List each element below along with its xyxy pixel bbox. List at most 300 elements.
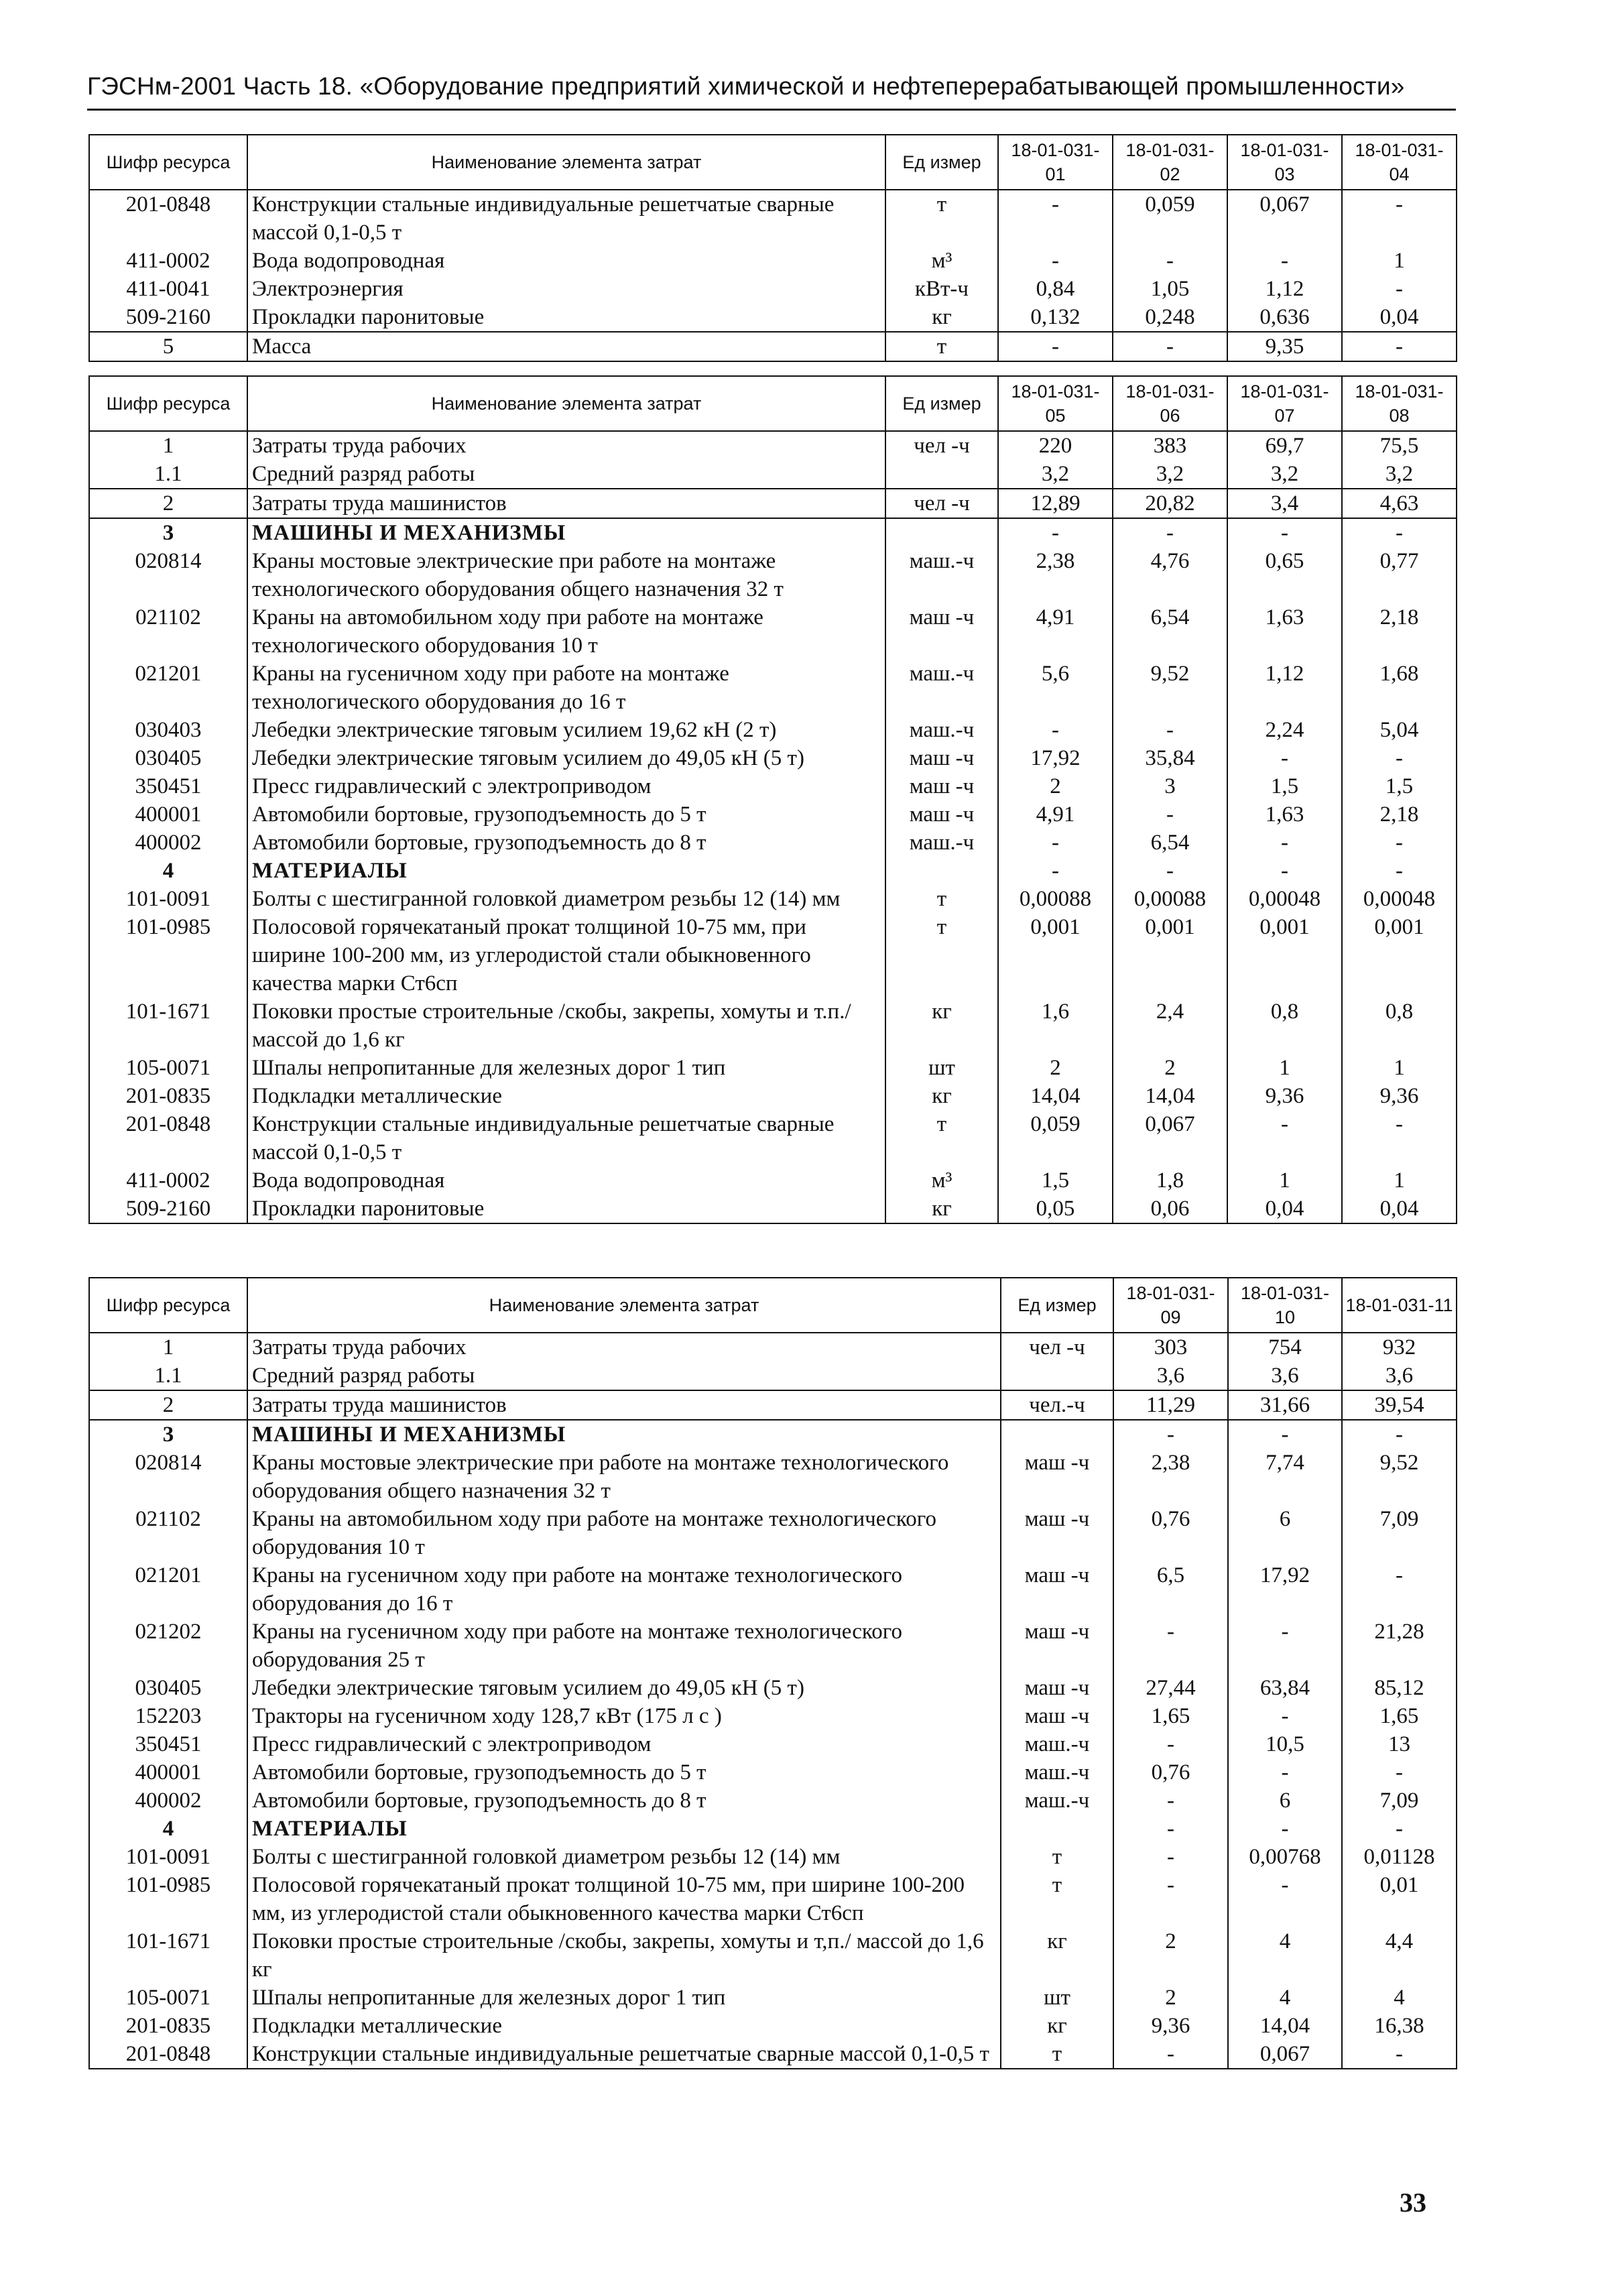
norm-value-cell: -	[998, 716, 1113, 744]
norm-value-cell: 10,5	[1228, 1730, 1342, 1758]
cost-item-name-cell: Лебедки электрические тяговым усилием 19,62 кН (2 т)	[247, 716, 885, 744]
norm-value-cell: 2	[1113, 1984, 1228, 2012]
col-header-code: Шифр ресурса	[89, 135, 247, 190]
cost-item-name-cell: Автомобили бортовые, грузоподъемность до 5 т	[247, 1758, 1001, 1787]
unit-cell: шт	[885, 1054, 998, 1082]
cost-item-name-cell: Конструкции стальные индивидуальные решетчатые сварные массой 0,1-0,5 т	[247, 1110, 885, 1166]
norm-value-cell: 4	[1228, 1927, 1342, 1984]
col-header-norm: 18-01-031-08	[1342, 376, 1457, 431]
norm-value-cell: 17,92	[998, 744, 1113, 772]
table-row	[89, 829, 1457, 857]
resource-code-cell: 101-0091	[89, 885, 247, 913]
cost-item-name-cell: Краны на автомобильном ходу при работе на монтаже технологического оборудования 10 т	[247, 1505, 1001, 1561]
cost-item-name-cell: Лебедки электрические тяговым усилием до 49,05 кН (5 т)	[247, 1674, 1001, 1702]
norm-value-cell: 0,001	[998, 913, 1113, 998]
cost-item-name-cell: Прокладки паронитовые	[247, 303, 885, 332]
cost-item-name-cell: Шпалы непропитанные для железных дорог 1 тип	[247, 1984, 1001, 2012]
resource-code-cell: 201-0848	[89, 190, 247, 247]
resource-code-cell: 1	[89, 431, 247, 460]
unit-cell: шт	[1001, 1984, 1113, 2012]
table-row	[89, 603, 1457, 660]
norm-value-cell: 9,36	[1113, 2012, 1228, 2040]
norm-value-cell: 0,76	[1113, 1505, 1228, 1561]
resource-code-cell: 350451	[89, 772, 247, 800]
cost-item-name-cell: Пресс гидравлический с электроприводом	[247, 1730, 1001, 1758]
header-rule	[87, 109, 1456, 111]
cost-item-name-cell: МАТЕРИАЛЫ	[247, 857, 885, 885]
norm-value-cell: 1	[1342, 247, 1457, 275]
table-row	[89, 303, 1457, 332]
norm-value-cell: 9,52	[1342, 1449, 1457, 1505]
norm-value-cell: 9,52	[1113, 660, 1227, 716]
norm-value-cell: 5,6	[998, 660, 1113, 716]
col-header-unit: Ед измер	[1001, 1278, 1113, 1333]
norm-value-cell: 2,4	[1113, 998, 1227, 1054]
norm-value-cell: 0,00048	[1342, 885, 1457, 913]
norm-value-cell: 14,04	[998, 1082, 1113, 1110]
norm-value-cell: 0,8	[1227, 998, 1342, 1054]
resource-code-cell: 020814	[89, 547, 247, 603]
norm-value-cell: 3,6	[1113, 1362, 1228, 1390]
unit-cell: маш -ч	[1001, 1561, 1113, 1618]
unit-cell: т	[885, 332, 998, 361]
resource-code-cell: 101-1671	[89, 998, 247, 1054]
norm-value-cell: 1,5	[998, 1166, 1113, 1195]
norm-value-cell: 16,38	[1342, 2012, 1457, 2040]
table-row	[89, 275, 1457, 303]
unit-cell: маш.-ч	[1001, 1730, 1113, 1758]
norm-value-cell: -	[1342, 2040, 1457, 2069]
table-row	[89, 1730, 1457, 1758]
norm-value-cell: 2,38	[1113, 1449, 1228, 1505]
resource-code-cell: 021201	[89, 660, 247, 716]
resource-code-cell: 101-0985	[89, 913, 247, 998]
norm-value-cell: 14,04	[1113, 1082, 1227, 1110]
norm-value-cell: 1,12	[1227, 660, 1342, 716]
norm-value-cell: -	[1113, 1815, 1228, 1843]
unit-cell: маш -ч	[1001, 1505, 1113, 1561]
resource-code-cell: 3	[89, 1420, 247, 1449]
resource-code-cell: 411-0041	[89, 275, 247, 303]
section-row	[89, 1815, 1457, 1843]
cost-item-name-cell: Конструкции стальные индивидуальные решетчатые сварные массой 0,1-0,5 т	[247, 190, 885, 247]
section-row	[89, 1420, 1457, 1449]
table-row	[89, 489, 1457, 518]
col-header-norm: 18-01-031-02	[1113, 135, 1227, 190]
cost-item-name-cell: Болты с шестигранной головкой диаметром резьбы 12 (14) мм	[247, 885, 885, 913]
cost-item-name-cell: Поковки простые строительные /скобы, закрепы, хомуты и т,п./ массой до 1,6 кг	[247, 1927, 1001, 1984]
unit-cell: т	[885, 190, 998, 247]
norm-value-cell: 0,00088	[998, 885, 1113, 913]
col-header-norm: 18-01-031-09	[1113, 1278, 1228, 1333]
resource-code-cell: 509-2160	[89, 1195, 247, 1223]
norm-value-cell: 0,059	[1113, 190, 1227, 247]
col-header-norm: 18-01-031-01	[998, 135, 1113, 190]
unit-cell: маш -ч	[1001, 1674, 1113, 1702]
unit-cell	[1001, 1815, 1113, 1843]
cost-item-name-cell: Прокладки паронитовые	[247, 1195, 885, 1223]
norm-value-cell: 0,248	[1113, 303, 1227, 332]
norm-value-cell: 1,65	[1342, 1702, 1457, 1730]
resource-code-cell: 400002	[89, 1787, 247, 1815]
norm-value-cell: 0,636	[1227, 303, 1342, 332]
table-row	[89, 1054, 1457, 1082]
resource-code-cell: 350451	[89, 1730, 247, 1758]
table-row	[89, 1758, 1457, 1787]
norm-value-cell: 17,92	[1228, 1561, 1342, 1618]
norm-value-cell: 31,66	[1228, 1390, 1342, 1420]
norm-value-cell: 0,001	[1113, 913, 1227, 998]
norm-value-cell: 6,5	[1113, 1561, 1228, 1618]
norm-value-cell: 39,54	[1342, 1390, 1457, 1420]
cost-item-name-cell: Краны на автомобильном ходу при работе на монтаже технологического оборудования 10 т	[247, 603, 885, 660]
table-row	[89, 998, 1457, 1054]
unit-cell: маш.-ч	[1001, 1758, 1113, 1787]
table-row	[89, 1871, 1457, 1927]
cost-item-name-cell: Затраты труда рабочих	[247, 1333, 1001, 1362]
norm-value-cell: 2,18	[1342, 603, 1457, 660]
unit-cell: чел -ч	[885, 431, 998, 460]
norm-value-cell: -	[1342, 1110, 1457, 1166]
cost-item-name-cell: МАШИНЫ И МЕХАНИЗМЫ	[247, 518, 885, 547]
cost-item-name-cell: Полосовой горячекатаный прокат толщиной 10-75 мм, при ширине 100-200 мм, из углеродистой стали обыкновенного качества марки Ст6сп	[247, 913, 885, 998]
norm-value-cell: 1,12	[1227, 275, 1342, 303]
norm-value-cell: 0,067	[1227, 190, 1342, 247]
resource-code-cell: 030405	[89, 1674, 247, 1702]
cost-item-name-cell: Вода водопроводная	[247, 1166, 885, 1195]
norm-value-cell: 2	[1113, 1054, 1227, 1082]
norm-value-cell: -	[1227, 518, 1342, 547]
col-header-code: Шифр ресурса	[89, 1278, 247, 1333]
norm-value-cell: -	[1342, 829, 1457, 857]
unit-cell	[1001, 1362, 1113, 1390]
cost-item-name-cell: Масса	[247, 332, 885, 361]
norm-value-cell: 2	[998, 1054, 1113, 1082]
unit-cell: т	[1001, 1871, 1113, 1927]
unit-cell: маш.-ч	[885, 547, 998, 603]
norm-value-cell: 12,89	[998, 489, 1113, 518]
table-row	[89, 772, 1457, 800]
col-header-unit: Ед измер	[885, 376, 998, 431]
norm-value-cell: 4,4	[1342, 1927, 1457, 1984]
norm-value-cell: 4,63	[1342, 489, 1457, 518]
resource-table-2	[88, 375, 1457, 1224]
norm-value-cell: 3,2	[1227, 460, 1342, 489]
norm-value-cell: 6,54	[1113, 829, 1227, 857]
cost-item-name-cell: Конструкции стальные индивидуальные решетчатые сварные массой 0,1-0,5 т	[247, 2040, 1001, 2069]
cost-item-name-cell: Автомобили бортовые, грузоподъемность до 8 т	[247, 829, 885, 857]
cost-item-name-cell: Краны на гусеничном ходу при работе на монтаже технологического оборудования 25 т	[247, 1618, 1001, 1674]
unit-cell	[885, 518, 998, 547]
table-row	[89, 1362, 1457, 1390]
norm-value-cell: 1	[1227, 1054, 1342, 1082]
norm-value-cell: -	[1113, 1730, 1228, 1758]
cost-item-name-cell: Лебедки электрические тяговым усилием до 49,05 кН (5 т)	[247, 744, 885, 772]
resource-code-cell: 411-0002	[89, 1166, 247, 1195]
cost-item-name-cell: Болты с шестигранной головкой диаметром резьбы 12 (14) мм	[247, 1843, 1001, 1871]
cost-item-name-cell: Шпалы непропитанные для железных дорог 1 тип	[247, 1054, 885, 1082]
resource-code-cell: 4	[89, 1815, 247, 1843]
cost-item-name-cell: МАТЕРИАЛЫ	[247, 1815, 1001, 1843]
norm-value-cell: -	[998, 332, 1113, 361]
unit-cell: м³	[885, 1166, 998, 1195]
col-header-name: Наименование элемента затрат	[247, 135, 885, 190]
resource-code-cell: 2	[89, 489, 247, 518]
norm-value-cell: 1,8	[1113, 1166, 1227, 1195]
resource-table-3	[88, 1277, 1457, 2069]
norm-value-cell: 0,65	[1227, 547, 1342, 603]
norm-value-cell: 0,00088	[1113, 885, 1227, 913]
norm-value-cell: 1	[1342, 1054, 1457, 1082]
norm-value-cell: 7,09	[1342, 1787, 1457, 1815]
unit-cell: т	[1001, 2040, 1113, 2069]
norm-value-cell: 2,24	[1227, 716, 1342, 744]
table-row	[89, 247, 1457, 275]
cost-item-name-cell: Пресс гидравлический с электроприводом	[247, 772, 885, 800]
table-row	[89, 744, 1457, 772]
col-header-unit: Ед измер	[885, 135, 998, 190]
unit-cell: кг	[885, 303, 998, 332]
page-number: 33	[1400, 2187, 1426, 2218]
cost-item-name-cell: Затраты труда машинистов	[247, 489, 885, 518]
resource-code-cell: 021102	[89, 1505, 247, 1561]
unit-cell: чел.-ч	[1001, 1390, 1113, 1420]
resource-code-cell: 1.1	[89, 1362, 247, 1390]
norm-value-cell: 1,68	[1342, 660, 1457, 716]
cost-item-name-cell: Подкладки металлические	[247, 1082, 885, 1110]
table-header-row	[89, 376, 1457, 431]
col-header-norm: 18-01-031-03	[1227, 135, 1342, 190]
norm-value-cell: 1	[1342, 1166, 1457, 1195]
section-row	[89, 857, 1457, 885]
cost-item-name-cell: Вода водопроводная	[247, 247, 885, 275]
unit-cell: кг	[1001, 2012, 1113, 2040]
norm-value-cell: -	[1342, 1561, 1457, 1618]
norm-value-cell: 383	[1113, 431, 1227, 460]
unit-cell	[885, 857, 998, 885]
unit-cell: кг	[885, 998, 998, 1054]
unit-cell: маш.-ч	[885, 829, 998, 857]
norm-value-cell: 4	[1228, 1984, 1342, 2012]
unit-cell: кг	[885, 1082, 998, 1110]
norm-value-cell: 1,5	[1342, 772, 1457, 800]
norm-value-cell: 1,63	[1227, 603, 1342, 660]
norm-value-cell: 1,63	[1227, 800, 1342, 829]
cost-item-name-cell: Автомобили бортовые, грузоподъемность до 5 т	[247, 800, 885, 829]
norm-value-cell: 3	[1113, 772, 1227, 800]
table-row	[89, 1110, 1457, 1166]
norm-value-cell: -	[1342, 190, 1457, 247]
resource-code-cell: 411-0002	[89, 247, 247, 275]
norm-value-cell: -	[998, 857, 1113, 885]
table-row	[89, 1390, 1457, 1420]
col-header-norm: 18-01-031-06	[1113, 376, 1227, 431]
col-header-name: Наименование элемента затрат	[247, 376, 885, 431]
norm-value-cell: -	[1113, 800, 1227, 829]
norm-value-cell: 20,82	[1113, 489, 1227, 518]
table-row	[89, 2012, 1457, 2040]
cost-item-name-cell: Поковки простые строительные /скобы, закрепы, хомуты и т.п./ массой до 1,6 кг	[247, 998, 885, 1054]
unit-cell: т	[885, 1110, 998, 1166]
norm-value-cell: -	[1342, 857, 1457, 885]
norm-value-cell: 0,04	[1342, 1195, 1457, 1223]
resource-code-cell: 5	[89, 332, 247, 361]
norm-value-cell: 1	[1227, 1166, 1342, 1195]
unit-cell: маш.-ч	[1001, 1787, 1113, 1815]
unit-cell: маш.-ч	[885, 716, 998, 744]
norm-value-cell: 14,04	[1228, 2012, 1342, 2040]
norm-value-cell: -	[1227, 247, 1342, 275]
resource-code-cell: 105-0071	[89, 1984, 247, 2012]
norm-value-cell: 754	[1228, 1333, 1342, 1362]
norm-value-cell: 6	[1228, 1505, 1342, 1561]
norm-value-cell: 63,84	[1228, 1674, 1342, 1702]
table-row	[89, 1082, 1457, 1110]
table-row	[89, 190, 1457, 247]
resource-code-cell: 1.1	[89, 460, 247, 489]
norm-value-cell: -	[1342, 1758, 1457, 1787]
cost-item-name-cell: МАШИНЫ И МЕХАНИЗМЫ	[247, 1420, 1001, 1449]
norm-value-cell: -	[1113, 1871, 1228, 1927]
norm-value-cell: -	[1227, 744, 1342, 772]
cost-item-name-cell: Затраты труда рабочих	[247, 431, 885, 460]
norm-value-cell: 0,04	[1227, 1195, 1342, 1223]
norm-value-cell: -	[998, 829, 1113, 857]
norm-value-cell: 0,84	[998, 275, 1113, 303]
col-header-norm: 18-01-031-10	[1228, 1278, 1342, 1333]
table-row	[89, 1195, 1457, 1223]
unit-cell: т	[885, 913, 998, 998]
resource-code-cell: 2	[89, 1390, 247, 1420]
norm-value-cell: -	[1228, 1758, 1342, 1787]
resource-table-1	[88, 134, 1457, 362]
norm-value-cell: 27,44	[1113, 1674, 1228, 1702]
unit-cell: маш -ч	[885, 744, 998, 772]
resource-code-cell: 152203	[89, 1702, 247, 1730]
unit-cell: маш.-ч	[885, 660, 998, 716]
norm-value-cell: 2,38	[998, 547, 1113, 603]
norm-value-cell: -	[1227, 1110, 1342, 1166]
norm-value-cell: 7,74	[1228, 1449, 1342, 1505]
cost-item-name-cell: Краны на гусеничном ходу при работе на монтаже технологического оборудования до 16 т	[247, 1561, 1001, 1618]
col-header-norm: 18-01-031-07	[1227, 376, 1342, 431]
norm-value-cell: 9,36	[1342, 1082, 1457, 1110]
col-header-norm: 18-01-031-04	[1342, 135, 1457, 190]
resource-code-cell: 021102	[89, 603, 247, 660]
norm-value-cell: 0,01	[1342, 1871, 1457, 1927]
table-row	[89, 332, 1457, 361]
cost-item-name-cell: Автомобили бортовые, грузоподъемность до 8 т	[247, 1787, 1001, 1815]
table-row	[89, 885, 1457, 913]
resource-code-cell: 3	[89, 518, 247, 547]
norm-value-cell: 0,8	[1342, 998, 1457, 1054]
norm-value-cell: -	[1113, 2040, 1228, 2069]
norm-value-cell: 0,067	[1113, 1110, 1227, 1166]
resource-code-cell: 201-0835	[89, 1082, 247, 1110]
table-row	[89, 431, 1457, 460]
unit-cell: кВт-ч	[885, 275, 998, 303]
norm-value-cell: 0,76	[1113, 1758, 1228, 1787]
table-row	[89, 1449, 1457, 1505]
norm-value-cell: 6,54	[1113, 603, 1227, 660]
unit-cell	[885, 460, 998, 489]
norm-value-cell: -	[998, 247, 1113, 275]
unit-cell: маш -ч	[1001, 1449, 1113, 1505]
norm-value-cell: 1,6	[998, 998, 1113, 1054]
unit-cell: т	[885, 885, 998, 913]
norm-value-cell: 3,2	[1342, 460, 1457, 489]
unit-cell: маш -ч	[1001, 1702, 1113, 1730]
norm-value-cell: -	[1228, 1618, 1342, 1674]
page-header: ГЭСНм-2001 Часть 18. «Оборудование предприятий химической и нефтеперерабатывающей промышленности»	[87, 72, 1405, 100]
resource-code-cell: 020814	[89, 1449, 247, 1505]
norm-value-cell: 0,06	[1113, 1195, 1227, 1223]
table-row	[89, 1333, 1457, 1362]
table-row	[89, 913, 1457, 998]
norm-value-cell: 4,91	[998, 603, 1113, 660]
cost-item-name-cell: Средний разряд работы	[247, 1362, 1001, 1390]
norm-value-cell: 1,5	[1227, 772, 1342, 800]
norm-value-cell: -	[1113, 857, 1227, 885]
norm-value-cell: 3,2	[1113, 460, 1227, 489]
resource-code-cell: 101-1671	[89, 1927, 247, 1984]
norm-value-cell: -	[1342, 1420, 1457, 1449]
norm-value-cell: 0,00768	[1228, 1843, 1342, 1871]
resource-code-cell: 030405	[89, 744, 247, 772]
norm-value-cell: -	[1113, 1618, 1228, 1674]
norm-value-cell: 0,132	[998, 303, 1113, 332]
unit-cell: кг	[885, 1195, 998, 1223]
col-header-name: Наименование элемента затрат	[247, 1278, 1001, 1333]
resource-code-cell: 201-0848	[89, 1110, 247, 1166]
norm-value-cell: -	[1113, 332, 1227, 361]
resource-code-cell: 400002	[89, 829, 247, 857]
unit-cell: маш -ч	[885, 603, 998, 660]
norm-value-cell: 0,059	[998, 1110, 1113, 1166]
norm-value-cell: -	[1227, 857, 1342, 885]
norm-value-cell: 0,001	[1342, 913, 1457, 998]
norm-value-cell: 6	[1228, 1787, 1342, 1815]
table-header-row	[89, 1278, 1457, 1333]
norm-value-cell: 7,09	[1342, 1505, 1457, 1561]
table-row	[89, 716, 1457, 744]
table-row	[89, 1674, 1457, 1702]
cost-item-name-cell: Средний разряд работы	[247, 460, 885, 489]
resource-code-cell: 4	[89, 857, 247, 885]
table-row	[89, 1927, 1457, 1984]
norm-value-cell: 2	[1113, 1927, 1228, 1984]
cost-item-name-cell: Полосовой горячекатаный прокат толщиной 10-75 мм, при ширине 100-200 мм, из углеродистой стали обыкновенного качества марки Ст6сп	[247, 1871, 1001, 1927]
table-row	[89, 1787, 1457, 1815]
norm-value-cell: 4	[1342, 1984, 1457, 2012]
table-row	[89, 1984, 1457, 2012]
norm-value-cell: -	[1342, 332, 1457, 361]
norm-value-cell: 0,77	[1342, 547, 1457, 603]
norm-value-cell: -	[1228, 1420, 1342, 1449]
col-header-code: Шифр ресурса	[89, 376, 247, 431]
table-row	[89, 1166, 1457, 1195]
section-row	[89, 518, 1457, 547]
unit-cell: чел -ч	[885, 489, 998, 518]
col-header-norm: 18-01-031-11	[1342, 1278, 1457, 1333]
resource-code-cell: 101-0091	[89, 1843, 247, 1871]
table-row	[89, 1843, 1457, 1871]
norm-value-cell: 3,4	[1227, 489, 1342, 518]
norm-value-cell: -	[1342, 518, 1457, 547]
unit-cell: кг	[1001, 1927, 1113, 1984]
norm-value-cell: 220	[998, 431, 1113, 460]
table-row	[89, 1561, 1457, 1618]
